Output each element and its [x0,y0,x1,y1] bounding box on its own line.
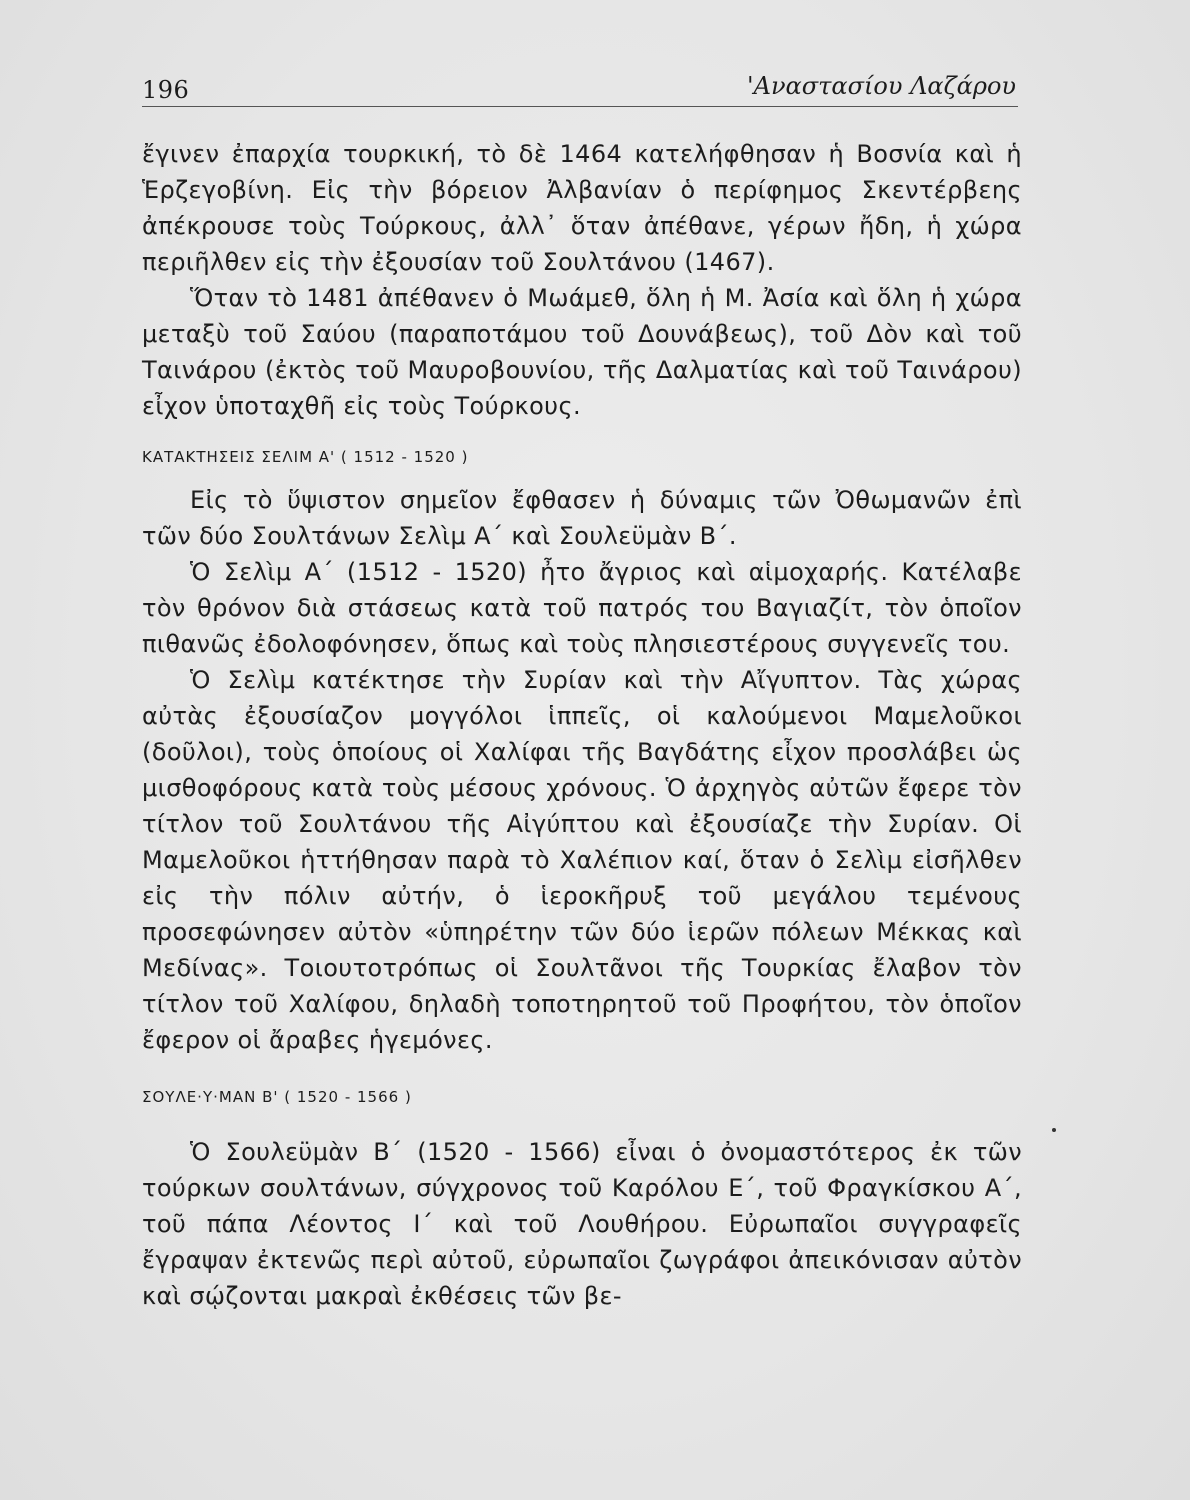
paragraph: ἔγινεν ἐπαρχία τουρκική, τὸ δὲ 1464 κατελήφθησαν ἡ Βοσνία καὶ ἡ Ἑρζεγοβίνη. Εἰς τὴν βόρειον Ἀλβανίαν ὁ περίφημος Σκεντέρβεης ἀπέκρουσε τοὺς Τούρκους, ἀλλ᾿ ὅταν ἀπέθανε, γέρων ἤδη, ἡ χώρα περιῆλθεν εἰς τὴν ἐξουσίαν τοῦ Σουλτάνου (1467). [142,140,1022,276]
running-head: 'Αναστασίου Λαζάρου [747,72,1016,100]
paragraph: Ὅταν τὸ 1481 ἀπέθανεν ὁ Μωάμεθ, ὅλη ἡ Μ. Ἀσία καὶ ὅλη ἡ χώρα μεταξὺ τοῦ Σαύου (παραποτάμου τοῦ Δουνάβεως), τοῦ Δὸν καὶ τοῦ Ταινάρου (ἐκτὸς τοῦ Μαυροβουνίου, τῆς Δαλματίας καὶ τοῦ Ταινάρου) εἶχον ὑποταχθῆ εἰς τοὺς Τούρκους. [142,284,1022,420]
paragraph: Εἰς τὸ ὕψιστον σημεῖον ἔφθασεν ἡ δύναμις τῶν Ὀθωμανῶν ἐπὶ τῶν δύο Σουλτάνων Σελὶμ Α΄ καὶ Σουλεϋμὰν Β΄. [142,486,1022,550]
paragraph: Ὁ Σελὶμ Α΄ (1512 - 1520) ἦτο ἄγριος καὶ αἱμοχαρής. Κατέλαβε τὸν θρόνον διὰ στάσεως κατὰ τοῦ πατρός του Βαγιαζίτ, τὸν ὁποῖον πιθανῶς ἐδολοφόνησεν, ὅπως καὶ τοὺς πλησιεστέρους συγγενεῖς του. [142,558,1022,658]
page-number: 196 [142,76,190,104]
page-header [142,70,1018,107]
paragraph: Ὁ Σελὶμ κατέκτησε τὴν Συρίαν καὶ τὴν Αἴγυπτον. Τὰς χώρας αὐτὰς ἐξουσίαζον μογγόλοι ἱππεῖς, οἱ καλούμενοι Μαμελοῦκοι (δοῦλοι), τοὺς ὁποίους οἱ Χαλίφαι τῆς Βαγδάτης εἶχον προσλάβει ὡς μισθοφόρους κατὰ τοὺς μέσους χρόνους. Ὁ ἀρχηγὸς αὐτῶν ἔφερε τὸν τίτλον τοῦ Σουλτάνου τῆς Αἰγύπτου καὶ ἐξουσίαζε τὴν Συρίαν. Οἱ Μαμελοῦκοι ἡττήθησαν παρὰ τὸ Χαλέπιον καί, ὅταν ὁ Σελὶμ εἰσῆλθεν εἰς τὴν πόλιν αὐτήν, ὁ ἱεροκῆρυξ τοῦ μεγάλου τεμένους προσεφώνησεν αὐτὸν «ὑπηρέτην τῶν δύο ἱερῶν πόλεων Μέκκας καὶ Μεδίνας». Τοιουτοτρόπως οἱ Σουλτᾶνοι τῆς Τουρκίας ἔλαβον τὸν τίτλον τοῦ Χαλίφου, δηλαδὴ τοποτηρητοῦ τοῦ Προφήτου, τὸν ὁποῖον ἔφερον οἱ ἄραβες ἡγεμόνες. [142,666,1022,1054]
section-heading-suleiman: ΣΟΥΛΕ·Υ·ΜΑΝ Β' ( 1520 - 1566 ) [142,1088,412,1106]
paragraph: Ὁ Σουλεϋμὰν Β΄ (1520 - 1566) εἶναι ὁ ὀνομαστότερος ἐκ τῶν τούρκων σουλτάνων, σύγχρονος τοῦ Καρόλου Ε΄, τοῦ Φραγκίσκου Α΄, τοῦ πάπα Λέοντος Ι΄ καὶ τοῦ Λουθήρου. Εὐρωπαῖοι συγγραφεῖς ἔγραψαν ἐκτενῶς περὶ αὐτοῦ, εὐρωπαῖοι ζωγράφοι ἀπεικόνισαν αὐτὸν καὶ σῴζονται μακραὶ ἐκθέσεις τῶν βε- [142,1138,1022,1310]
body-text [142,136,1022,1314]
ink-speck [1052,1128,1056,1132]
section-heading-selim: ΚΑΤΑΚΤΗΣΕΙΣ ΣΕΛΙΜ Α' ( 1512 - 1520 ) [142,448,469,466]
